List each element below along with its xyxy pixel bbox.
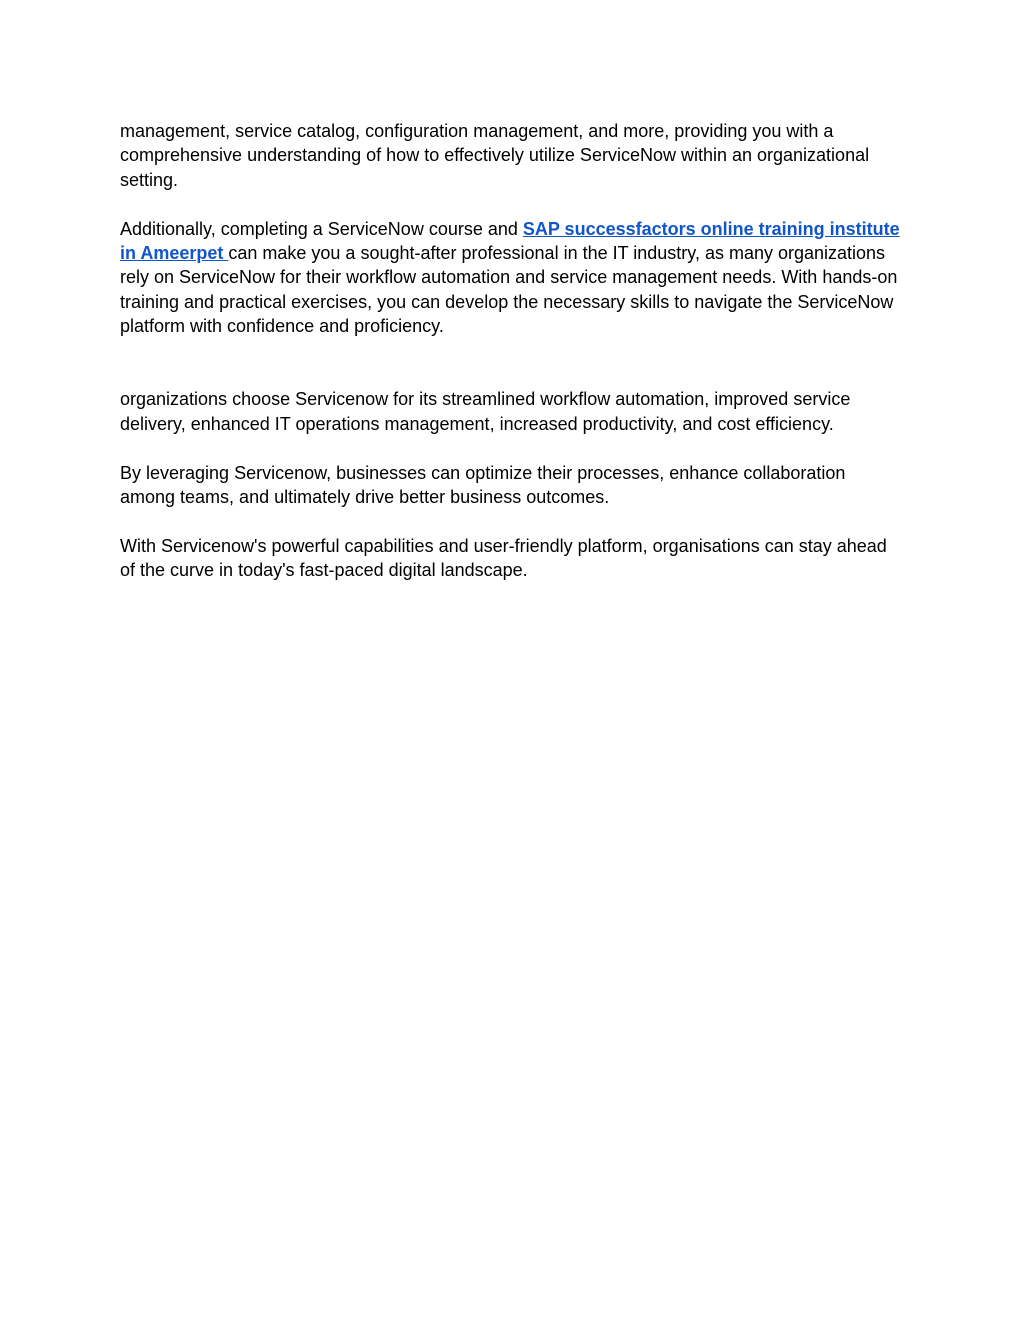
- document-body: [120, 119, 900, 607]
- paragraph-text-before-link: Additionally, completing a ServiceNow course and: [120, 218, 523, 239]
- paragraph-text-after-link: can make you a sought-after professional in the IT industry, as many organizations rely on ServiceNow for their workflow automation and service management needs. With hands-on training and practical exercises, you can develop the necessary skills to navigate the ServiceNow platform with confidence and proficiency.: [120, 243, 898, 337]
- paragraph-digital-landscape: With Servicenow's powerful capabilities and user-friendly platform, organisations can stay ahead of the curve in today's fast-paced digital landscape.: [120, 535, 887, 581]
- paragraph-business-outcomes: By leveraging Servicenow, businesses can optimize their processes, enhance collaboration among teams, and ultimately drive better business outcomes.: [120, 462, 846, 508]
- paragraph-why-organizations-choose: organizations choose Servicenow for its streamlined workflow automation, improved service delivery, enhanced IT operations management, increased productivity, and cost efficiency.: [120, 389, 851, 434]
- paragraph-servicenow-modules: management, service catalog, configuration management, and more, providing you with a comprehensive understanding of how to effectively utilize ServiceNow within an organizational setting.: [120, 121, 870, 190]
- sap-successfactors-training-link[interactable]: SAP successfactors online training institute in Ameerpet: [120, 218, 900, 264]
- paragraph-course-benefits: [120, 217, 900, 339]
